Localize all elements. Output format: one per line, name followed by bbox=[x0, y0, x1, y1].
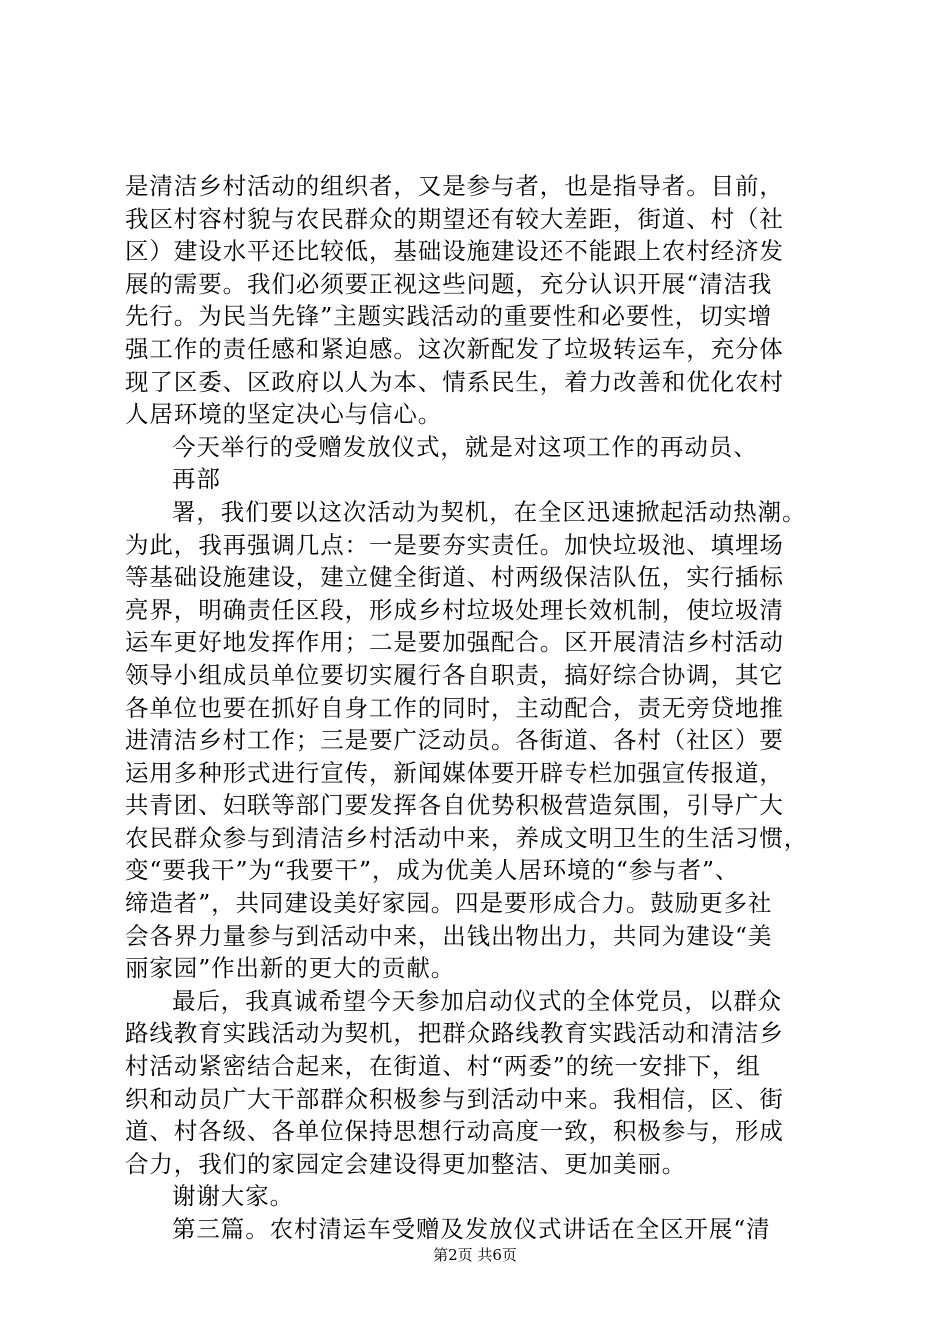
text-line: 今天举行的受赠发放仪式，就是对这项工作的再动员、 bbox=[172, 432, 758, 461]
text-line: 先行。为民当先锋”主题实践活动的重要性和必要性，切实增 bbox=[125, 302, 773, 331]
text-line: 亮界，明确责任区段，形成乡村垃圾处理长效机制，使垃圾清 bbox=[125, 595, 784, 624]
text-line: 进清洁乡村工作；三是要广泛动员。各街道、各村（社区）要 bbox=[125, 726, 784, 755]
text-line: 各单位也要在抓好自身工作的同时，主动配合，责无旁贷地推 bbox=[125, 693, 784, 722]
text-line: 运车更好地发挥作用；二是要加强配合。区开展清洁乡村活动 bbox=[125, 628, 784, 657]
text-line: 谢谢大家。 bbox=[172, 1182, 294, 1211]
text-line: 第三篇。农村清运车受赠及发放仪式讲话在全区开展“清 bbox=[172, 1215, 771, 1243]
text-line: 丽家园”作出新的更大的贡献。 bbox=[125, 954, 456, 983]
text-line: 署，我们要以这次活动为契机，在全区迅速掀起活动热潮。 bbox=[172, 497, 807, 526]
text-line: 强工作的责任感和紧迫感。这次新配发了垃圾转运车，充分体 bbox=[125, 334, 784, 363]
text-line: 为此，我再强调几点：一是要夯实责任。加快垃圾池、填埋场 bbox=[125, 530, 784, 559]
text-line: 领导小组成员单位要切实履行各自职责，搞好综合协调，其它 bbox=[125, 660, 784, 689]
text-line: 共青团、妇联等部门要发挥各自优势积极营造氛围，引导广大 bbox=[125, 791, 784, 820]
text-line: 是清洁乡村活动的组织者，又是参与者，也是指导者。目前， bbox=[125, 172, 784, 200]
text-line: 再部 bbox=[172, 465, 221, 494]
text-line: 路线教育实践活动为契机，把群众路线教育实践活动和清洁乡 bbox=[125, 1019, 784, 1048]
body-text bbox=[125, 170, 835, 1246]
text-line: 农民群众参与到清洁乡村活动中来，养成文明卫生的生活习惯， bbox=[125, 823, 809, 852]
text-line: 会各界力量参与到活动中来，出钱出物出力，共同为建设“美 bbox=[125, 921, 773, 950]
text-line: 缔造者”，共同建设美好家园。四是要形成合力。鼓励更多社 bbox=[125, 889, 773, 918]
text-line: 织和动员广大干部群众积极参与到活动中来。我相信，区、街 bbox=[125, 1084, 784, 1113]
text-line: 我区村容村貌与农民群众的期望还有较大差距，街道、村（社 bbox=[125, 204, 784, 233]
text-line: 人居环境的坚定决心与信心。 bbox=[125, 400, 443, 429]
text-line: 等基础设施建设，建立健全街道、村两级保洁队伍，实行插标 bbox=[125, 563, 784, 592]
text-line: 最后，我真诚希望今天参加启动仪式的全体党员，以群众 bbox=[172, 986, 782, 1015]
text-line: 村活动紧密结合起来，在街道、村“两委”的统一安排下，组 bbox=[125, 1052, 761, 1081]
page-footer: 第2页 共6页 bbox=[433, 1246, 517, 1264]
text-line: 合力，我们的家园定会建设得更加整洁、更加美丽。 bbox=[125, 1149, 687, 1178]
text-line: 展的需要。我们必须要正视这些问题，充分认识开展“清洁我 bbox=[125, 269, 773, 298]
text-line: 现了区委、区政府以人为本、情系民生，着力改善和优化农村 bbox=[125, 367, 784, 396]
text-line: 道、村各级、各单位保持思想行动高度一致，积极参与，形成 bbox=[125, 1117, 784, 1146]
text-line: 变“要我干”为“我要干”，成为优美人居环境的“参与者”、 bbox=[125, 856, 740, 885]
text-line: 运用多种形式进行宣传，新闻媒体要开辟专栏加强宣传报道， bbox=[125, 758, 784, 787]
text-line: 区）建设水平还比较低，基础设施建设还不能跟上农村经济发 bbox=[125, 237, 784, 266]
